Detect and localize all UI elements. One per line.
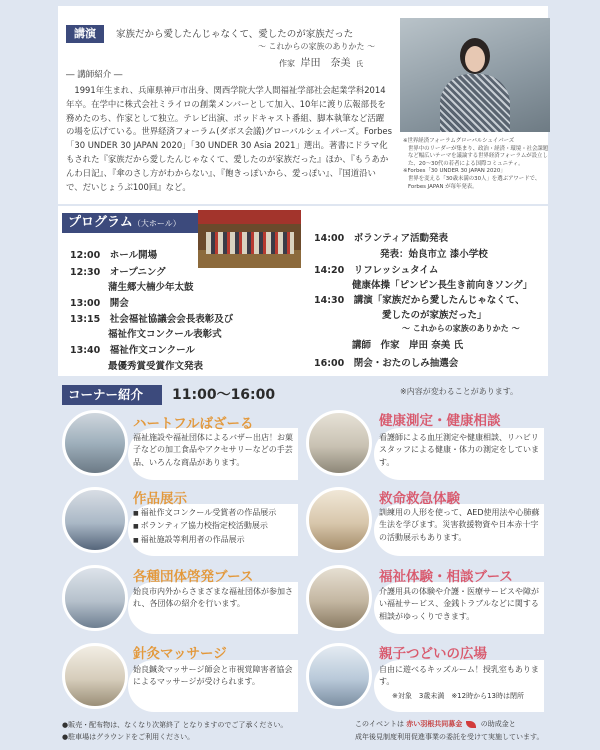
corner-heading: コーナー紹介 [62, 385, 162, 405]
program-sub: 福祉作文コンクール表彰式 [108, 329, 222, 340]
massage-photo [62, 643, 128, 709]
program-item: 13:40 福祉作文コンクール [70, 345, 195, 356]
welfare-photo [306, 565, 372, 631]
program-sub: 愛したのが家族だった」 [382, 310, 487, 321]
photo-note [403, 138, 551, 191]
photo-note-line: 世界を変える「30歳未満の30人」を選ぶアワードで、Forbes JAPAN が毎年発表。 [408, 175, 541, 190]
kids-note: ※対象 3歳未満 ※12時から13時は閉所 [392, 692, 524, 700]
program-sub: 蒲生郷大楠少年太鼓 [108, 282, 194, 293]
program-sub: 発表：始良市立 漆小学校 [380, 249, 488, 260]
program-heading-sub: （大ホール） [132, 219, 181, 228]
program-item: 12:30 オープニング [70, 267, 166, 278]
footer-note: ●駐車場はグラウンドをご利用ください。 [62, 733, 195, 741]
profile-body: 1991年生まれ、兵庫県神戸市出身、関西学院大学人間福祉学部社会起業学科2014年卒。在学中に株式会社ミライロの創業メンバーとして加入、10年に渡り広報部長を務めたのち、作家として独立。テレビ出演、ポッドキャスト番組、脚本執筆など活躍の場を広げている。世界経済フォーラム(ダボス会議)グローバルシェイパーズ。Forbes「30 UNDER 30 JAPAN 2020」「30 UNDER 30 Asia 2021」選出。著書にドラマ化もされた『家族だから愛したんじゃなくて、愛したのが家族だった』ほか、『もうあかんわ日記』、『傘のさし方がわからない』、『飽きっぽいから、愛っぽい』、『国道沿いで、だいじょうぶ100回』など。 [66, 85, 392, 192]
author-suffix: 氏 [356, 60, 364, 68]
list-item: ■ ボランティア協力校指定校活動展示 [133, 520, 298, 533]
footer-credit: このイベントは 赤い羽根共同募金 の助成金と [355, 720, 516, 728]
kids-photo [306, 643, 372, 709]
exhibit-list [133, 507, 298, 547]
program-sub: 健康体操「ピンピン長生き前向きソング」 [352, 280, 533, 291]
corner-title: ハートフルばざーる [133, 416, 254, 432]
lecture-subtitle: ～ これからの家族のありかた ～ [258, 42, 376, 51]
speaker-photo [400, 18, 550, 132]
program-item: 12:00 ホール開場 [70, 250, 158, 261]
health-photo [306, 410, 372, 476]
footer-credit: 成年後見制度利用促進事業の委託を受けて実施しています。 [355, 733, 544, 741]
corner-note: ※内容が変わることがあります。 [400, 387, 519, 396]
program-item: 14:20 リフレッシュタイム [314, 265, 439, 276]
program-heading [62, 213, 202, 233]
lecture-tag: 講演 [66, 25, 104, 43]
corner-title: 各種団体啓発ブース [133, 569, 254, 585]
program-sub: 講師 作家 岸田 奈美 氏 [352, 340, 464, 351]
program-item: 13:15 社会福祉協議会会長表彰及び [70, 314, 234, 325]
profile-heading: ― 講師紹介 ― [66, 70, 123, 80]
photo-note-line: ※Forbes「30 UNDER 30 JAPAN 2020」 [403, 168, 506, 175]
bazaar-photo [62, 410, 128, 476]
exhibit-photo [62, 487, 128, 553]
corner-desc: 自由に遊べるキッズルーム！授乳室もあります。 [379, 665, 539, 687]
program-item: 13:00 開会 [70, 298, 129, 309]
corner-desc: 福祉施設や福祉団体によるバザー出店！お菓子などの加工食品やアクセサリーなどの手芸品、いろんな商品があります。 [133, 433, 293, 467]
corner-title: 福祉体験・相談ブース [379, 569, 513, 585]
list-item: ■ 福祉作文コンクール受賞者の作品展示 [133, 507, 298, 520]
corner-title: 救命救急体験 [379, 491, 460, 507]
corner-title: 親子つどいの広場 [379, 646, 487, 662]
corner-title: 作品展示 [133, 491, 187, 507]
photo-note-line: ※世界経済フォーラムグローバルシェイパーズ [403, 138, 515, 144]
photo-note-line: 世界中のリーダーが集まり、政治・経済・環境・社会課題など幅広いテーマを議論する世界経済フォーラムが設立した、20～30代の若者による国際コミュニティ。 [408, 145, 549, 167]
corner-title: 針灸マッサージ [133, 646, 227, 662]
program-item: 14:30 講演「家族だから愛したんじゃなくて、 [314, 295, 525, 306]
rescue-photo [306, 487, 372, 553]
author-role: 作家 [279, 59, 295, 68]
program-heading-label: プログラム [68, 215, 133, 230]
corner-desc: 始良鍼灸マッサージ師会と市視覚障害者協会によるマッサージが受けられます。 [133, 665, 293, 687]
lecture-author [279, 54, 363, 69]
corner-desc: 看護師による血圧測定や健康相談、リハビリスタッフによる健康・体力の測定をしています。 [379, 433, 539, 467]
corner-desc: 介護用具の体験や介護・医療サービスや障がい福祉サービス、金銭トラブルなどに関する相談がゆっくりできます。 [379, 587, 539, 621]
footer-note: ●販売・配布物は、なくなり次第終了 となりますのでご了承ください。 [62, 721, 288, 729]
groups-photo [62, 565, 128, 631]
taiko-stage-photo [198, 210, 301, 268]
program-small: ～ これからの家族のありかた ～ [402, 324, 520, 333]
lecture-title: 家族だから愛したんじゃなくて、愛したのが家族だった [116, 29, 354, 40]
red-feather-icon [466, 721, 476, 728]
program-item: 14:00 ボランティア活動発表 [314, 233, 449, 244]
corner-desc: 訓練用の人形を使って、AED使用法や心肺蘇生法を学びます。災害救援物資や日本赤十字の活動展示もあります。 [379, 508, 540, 542]
program-item: 16:00 閉会・おたのしみ抽選会 [314, 358, 459, 369]
author-name: 岸田 奈美 [300, 58, 351, 69]
corner-time: 11:00～16:00 [172, 387, 276, 403]
fund-name: 赤い羽根共同募金 [406, 720, 463, 728]
program-sub: 最優秀賞受賞作文発表 [108, 361, 204, 372]
corner-title: 健康測定・健康相談 [379, 413, 501, 429]
list-item: ■ 福祉施設等利用者の作品展示 [133, 534, 298, 547]
corner-desc: 始良市内外からさまざまな福祉団体が参加され、各団体の紹介を行います。 [133, 587, 293, 609]
